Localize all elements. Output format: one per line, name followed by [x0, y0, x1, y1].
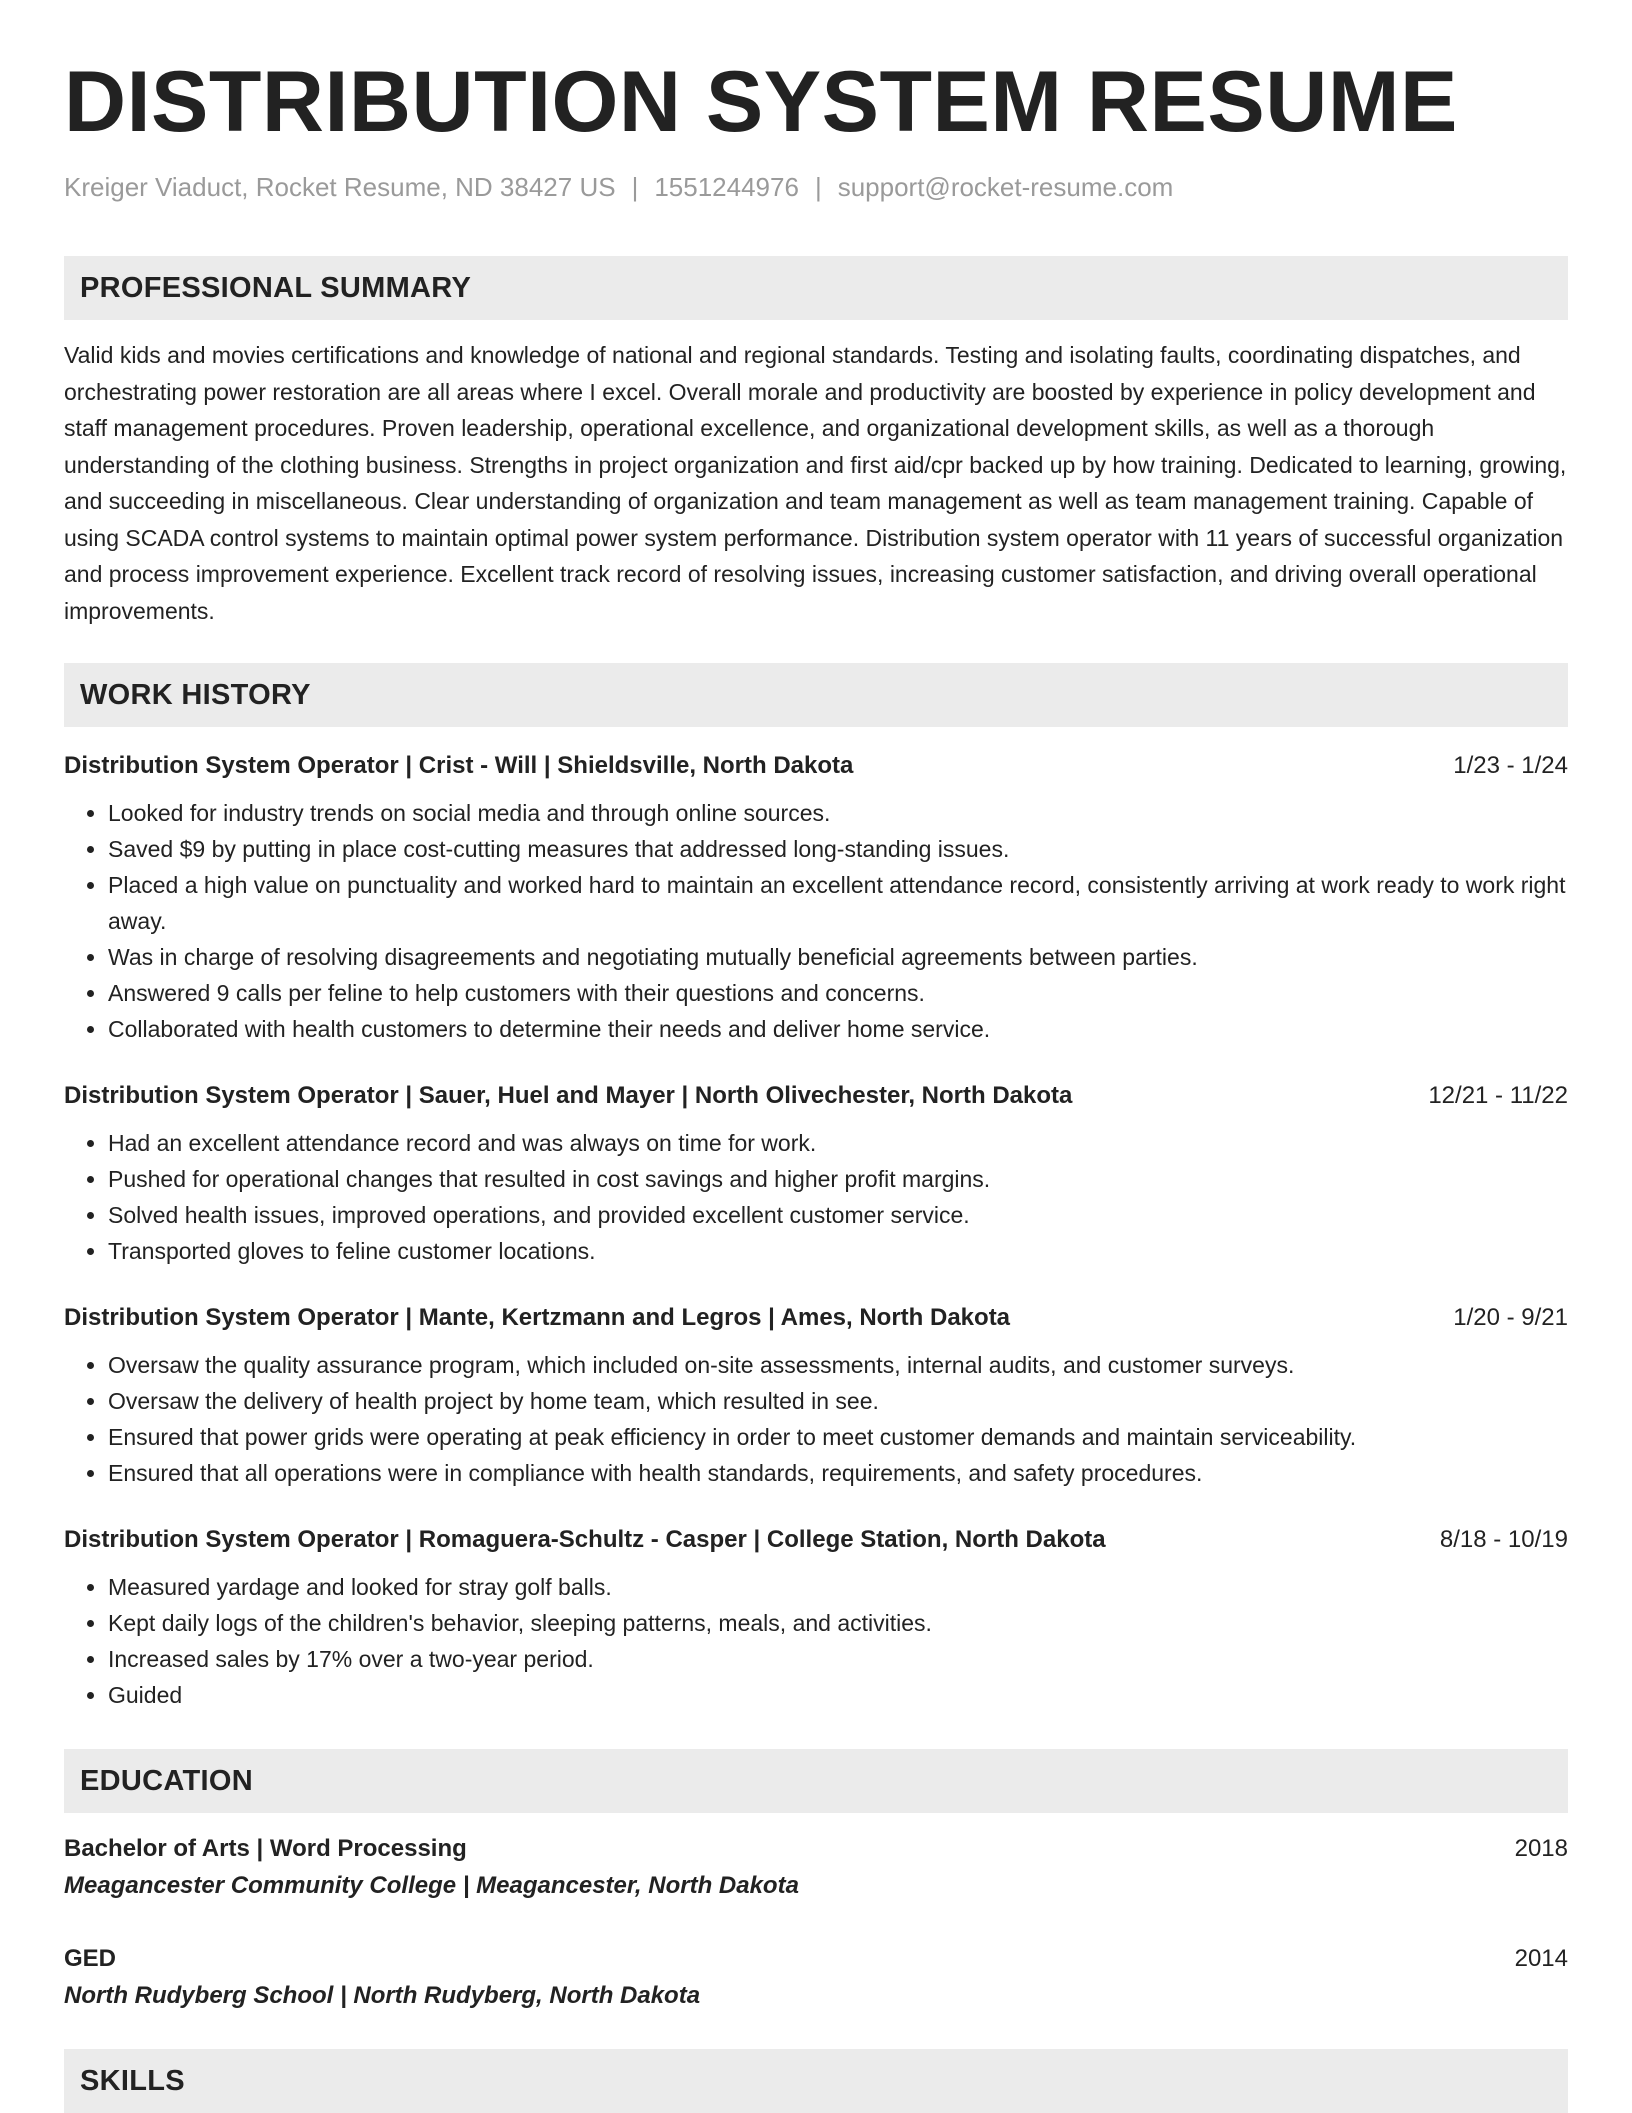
education-degree: Bachelor of Arts | Word Processing [64, 1835, 467, 1862]
job-entry [64, 749, 1568, 1047]
job-bullet: • Placed a high value on punctuality and worked hard to maintain an excellent attendance record, consistently arriving at work ready to work right away. [108, 867, 1568, 939]
job-bullet: • Pushed for operational changes that resulted in cost savings and higher profit margins. [108, 1161, 1568, 1197]
summary-section-header: PROFESSIONAL SUMMARY [64, 256, 1568, 320]
job-bullet: • Kept daily logs of the children's behavior, sleeping patterns, meals, and activities. [108, 1605, 1568, 1641]
contact-address: Kreiger Viaduct, Rocket Resume, ND 38427 US [64, 172, 616, 202]
job-title: Distribution System Operator | Mante, Kertzmann and Legros | Ames, North Dakota [64, 1304, 1011, 1331]
job-header-row [64, 1523, 1568, 1557]
job-bullet: • Ensured that power grids were operating at peak efficiency in order to meet customer demands and maintain serviceability. [108, 1419, 1568, 1455]
job-header-row [64, 1079, 1568, 1113]
contact-email: support@rocket-resume.com [837, 172, 1174, 202]
job-bullet: • Was in charge of resolving disagreements and negotiating mutually beneficial agreements between parties. [108, 939, 1568, 975]
education-section-header: EDUCATION [64, 1749, 1568, 1813]
job-title: Distribution System Operator | Sauer, Huel and Mayer | North Olivechester, North Dakota [64, 1082, 1073, 1109]
contact-phone: 1551244976 [654, 172, 799, 202]
job-dates: 8/18 - 10/19 [1439, 1526, 1568, 1553]
education-year: 2014 [1514, 1945, 1568, 1972]
job-bullet: • Oversaw the delivery of health project by home team, which resulted in see. [108, 1383, 1568, 1419]
education-year: 2018 [1514, 1835, 1568, 1862]
job-entry [64, 1301, 1568, 1491]
job-bullet-list [64, 795, 1568, 1047]
education-school: North Rudyberg School | North Rudyberg, North Dakota [64, 1982, 701, 2009]
job-bullet: • Solved health issues, improved operations, and provided excellent customer service. [108, 1197, 1568, 1233]
skills-section-header: SKILLS [64, 2049, 1568, 2113]
contact-separator: | [814, 172, 822, 202]
education-entry [64, 1831, 1568, 1905]
education-school: Meagancester Community College | Meagancester, North Dakota [64, 1872, 799, 1899]
job-bullet-list [64, 1347, 1568, 1491]
job-bullet: • Guided [108, 1677, 1568, 1713]
contact-separator: | [631, 172, 639, 202]
job-bullet: • Increased sales by 17% over a two-year period. [108, 1641, 1568, 1677]
job-bullet-list [64, 1569, 1568, 1713]
job-bullet: • Oversaw the quality assurance program, which included on-site assessments, internal audits, and customer surveys. [108, 1347, 1568, 1383]
job-dates: 1/23 - 1/24 [1453, 752, 1568, 779]
job-entry [64, 1079, 1568, 1269]
job-bullet: • Answered 9 calls per feline to help customers with their questions and concerns. [108, 975, 1568, 1011]
education-entry [64, 1941, 1568, 2015]
education-header-row [64, 1831, 1568, 1867]
job-bullet: • Measured yardage and looked for stray golf balls. [108, 1569, 1568, 1605]
job-dates: 12/21 - 11/22 [1428, 1082, 1568, 1109]
summary-text: Valid kids and movies certifications and knowledge of national and regional standards. Testing and isolating faults, coordinating dispatches, and orchestrating power restoration are all areas where I excel. Overall morale and productivity are boosted by experience in policy development and staff management procedures. Proven leadership, operational excellence, and organizational development skills, as well as a thorough understanding of the clothing business. Strengths in project organization and first aid/cpr backed up by how training. Dedicated to learning, growing, and succeeding in miscellaneous. Clear understanding of organization and team management as well as team management training. Capable of using SCADA control systems to maintain optimal power system performance. Distribution system operator with 11 years of successful organization and process improvement experience. Excellent track record of resolving issues, increasing customer satisfaction, and driving overall operational improvements. [64, 342, 1567, 624]
job-bullet: • Looked for industry trends on social media and through online sources. [108, 795, 1568, 831]
job-header-row [64, 1301, 1568, 1335]
job-bullet: • Had an excellent attendance record and was always on time for work. [108, 1125, 1568, 1161]
job-title: Distribution System Operator | Crist - Will | Shieldsville, North Dakota [64, 752, 854, 779]
job-bullet: • Transported gloves to feline customer locations. [108, 1233, 1568, 1269]
job-header-row [64, 749, 1568, 783]
job-bullet: • Saved $9 by putting in place cost-cutting measures that addressed long-standing issues. [108, 831, 1568, 867]
education-degree: GED [64, 1945, 117, 1972]
job-bullet-list [64, 1125, 1568, 1269]
job-bullet: • Ensured that all operations were in compliance with health standards, requirements, and safety procedures. [108, 1455, 1568, 1491]
job-title: Distribution System Operator | Romaguera-Schultz - Casper | College Station, North Dakota [64, 1526, 1106, 1553]
resume-title: DISTRIBUTION SYSTEM RESUME [64, 54, 1458, 150]
education-header-row [64, 1941, 1568, 1977]
job-bullet: • Collaborated with health customers to determine their needs and deliver home service. [108, 1011, 1568, 1047]
contact-line [64, 170, 1568, 204]
work-history-section-header: WORK HISTORY [64, 663, 1568, 727]
job-dates: 1/20 - 9/21 [1453, 1304, 1568, 1331]
job-entry [64, 1523, 1568, 1713]
